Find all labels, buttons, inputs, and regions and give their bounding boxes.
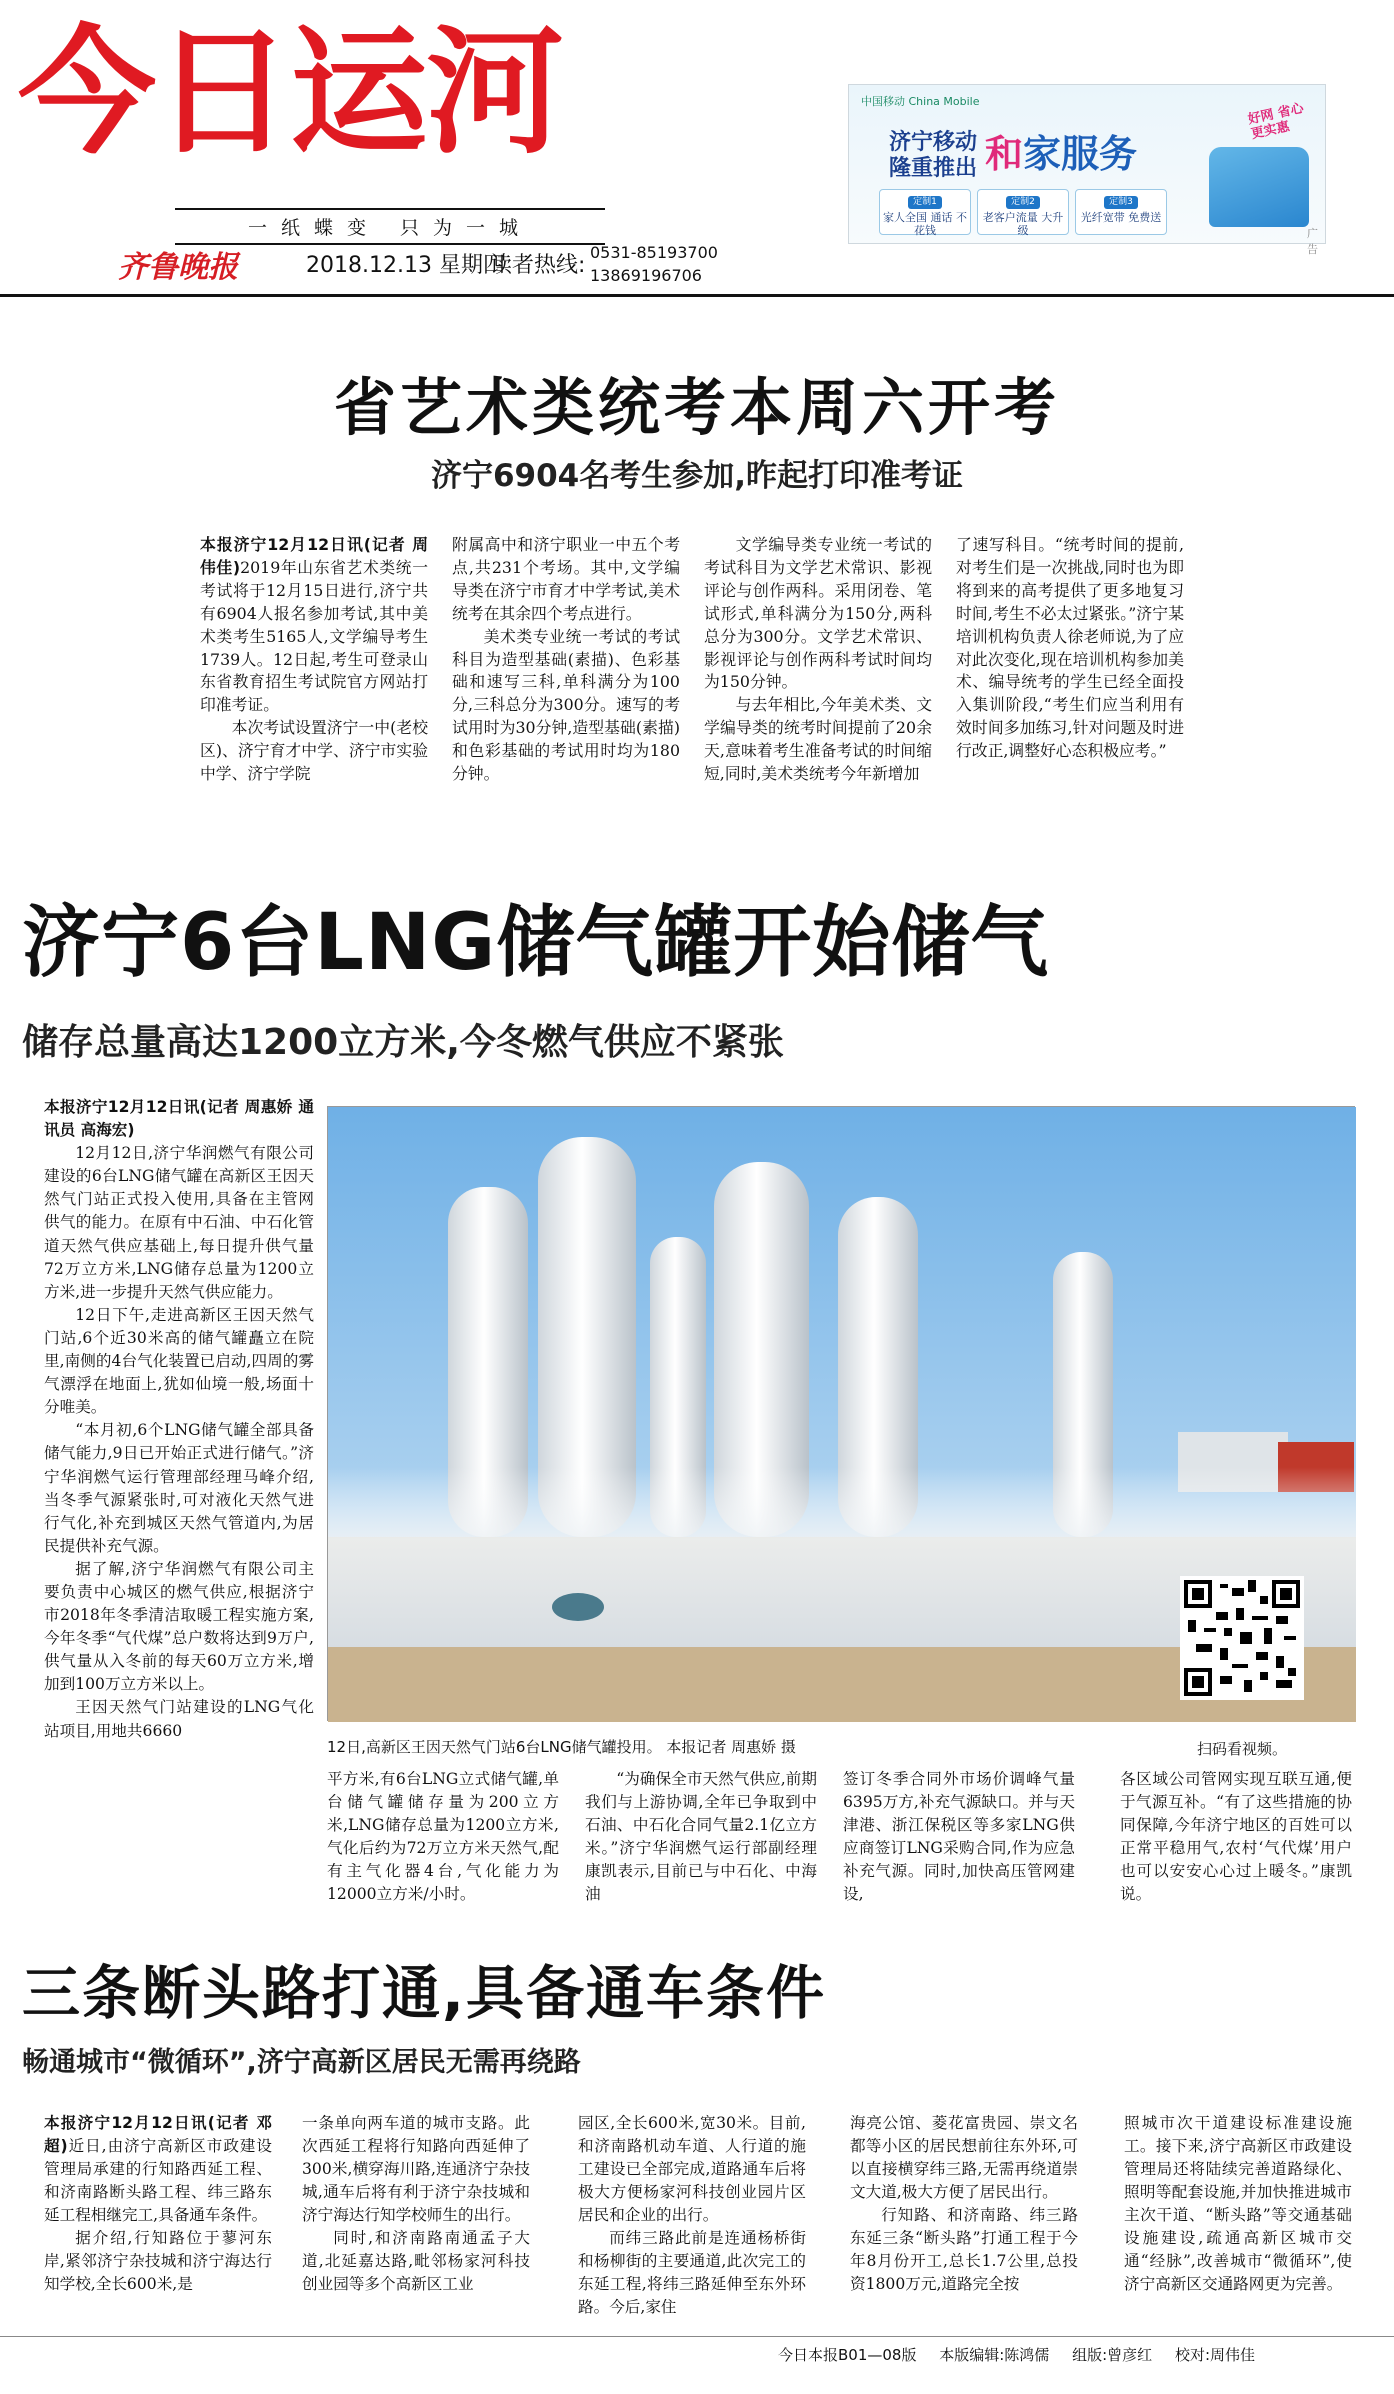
hotline-number-1: 0531-85193700	[590, 243, 718, 262]
article2-column	[843, 1768, 1075, 1948]
ad-card	[879, 189, 971, 235]
ad-brand-rest: 家服务	[1023, 132, 1138, 176]
advertisement[interactable]	[848, 84, 1326, 256]
article2-byline: 本报济宁12月12日讯(记者 周惠娇 通讯员 高海宏)	[44, 1098, 314, 1140]
article2-column	[1120, 1768, 1352, 1948]
article1-subhead: 济宁6904名考生参加,昨起打印准考证	[430, 458, 964, 494]
masthead-slogan: 一纸蝶变 只为一城	[175, 208, 605, 245]
paper-logo: 齐鲁晚报	[118, 250, 238, 285]
ad-mark: 广告	[1307, 227, 1318, 256]
article1-column	[704, 534, 932, 786]
ad-card-tag: 定制2	[1006, 196, 1040, 209]
article2-text: 各区域公司管网实现互联互通,便于气源互补。“有了这些措施的协同保障,今年济宁地区的百姓可以正常平稳用气,农村‘气代煤’用户也可以安安心心过上暖冬。”康凯说。	[1120, 1770, 1352, 1904]
article3-column	[1124, 2112, 1352, 2322]
article2-headline: 济宁6台LNG储气罐开始储气	[22, 898, 1050, 988]
article2-column	[327, 1768, 559, 1948]
article1-text: 文学编导类专业统一考试的考试科目为文学艺术常识、影视评论与创作两科。采用闭卷、笔试形式,单科满分为150分,两科总分为300分。文学艺术常识、影视评论与创作两科考试时间均为150分钟。	[704, 535, 932, 692]
article1-byline: 本报济宁12月12日讯(记者 周伟佳)	[200, 535, 428, 577]
ad-line-1: 济宁移动	[889, 130, 978, 155]
footer-proof: 校对:周伟佳	[1174, 2346, 1255, 2364]
article2-column	[585, 1768, 817, 1948]
ad-card-text: 老客户流量 大升级	[982, 211, 1064, 237]
ad-line-2: 隆重推出	[889, 156, 978, 181]
issue-date: 2018.12.13 星期四	[306, 253, 505, 278]
hotline-label: 读者热线:	[490, 253, 586, 278]
ad-card-text: 光纤宽带 免费送	[1080, 211, 1162, 224]
ad-card-tag: 定制3	[1104, 196, 1138, 209]
article2-subhead: 储存总量高达1200立方米,今冬燃气供应不紧张	[22, 1022, 784, 1063]
article1-column	[200, 534, 428, 786]
qr-label: 扫码看视频。	[1197, 1740, 1288, 1758]
ad-cards	[879, 189, 1167, 235]
ad-card-text: 家人全国 通话 不花钱	[883, 211, 967, 237]
ad-brand-he: 和	[985, 132, 1024, 176]
ad-brand	[985, 123, 1137, 178]
article1-text: 2019年山东省艺术类统一考试将于12月15日进行,济宁共有6904人报名参加考试,其中美术类考生5165人,文学编导考生1739人。12日起,考生可登录山东省教育招生考试院官方网站打印准考证。	[200, 557, 428, 715]
article2-text: 12月12日,济宁华润燃气有限公司建设的6台LNG储气罐在高新区王因天然气门站正式投入使用,具备在主管网供气的能力。在原有中石油、中石化管道天然气供应基础上,每日提升供气量72万立方米,LNG储存总量为1200立方米,进一步提升天然气供应能力。	[44, 1144, 314, 1301]
article1-column	[956, 534, 1184, 763]
footer-layout: 组版:曾彦红	[1072, 2346, 1153, 2364]
page-footer	[760, 2344, 1255, 2365]
article2-text: “本月初,6个LNG储气罐全部具备储气能力,9日已开始正式进行储气。”济宁华润燃气运行管理部经理马峰介绍,当冬季气源紧张时,可对液化天然气进行气化,补充到城区天然气管道内,为居民提供补充气源。	[44, 1421, 314, 1555]
article3-text: 海亮公馆、菱花富贵园、崇文名都等小区的居民想前往东外环,可以直接横穿纬三路,无需再绕道崇文大道,极大方便了居民出行。	[850, 2114, 1078, 2201]
article3-text: 据介绍,行知路位于蓼河东岸,紧邻济宁杂技城和济宁海达行知学校,全长600米,是	[44, 2229, 272, 2293]
gas-cylinder	[552, 1593, 604, 1621]
masthead-divider	[0, 294, 1394, 297]
article1-body	[200, 534, 1195, 854]
article3-text: 行知路、和济南路、纬三路东延三条“断头路”打通工程于今年8月份开工,总长1.7公里,总投资1800万元,道路完全按	[850, 2206, 1078, 2293]
article3-text: 照城市次干道建设标准建设施工。接下来,济宁高新区市政建设管理局还将陆续完善道路绿化、照明等配套设施,并加快推进城市主次干道、“断头路”等交通基础设施建设,疏通高新区城市交通“经脉”,改善城市“微循环”,使济宁高新区交通路网更为完善。	[1124, 2114, 1352, 2293]
house-icon	[1209, 147, 1309, 227]
ad-china-mobile-logo: 中国移动 China Mobile	[861, 95, 980, 108]
article1-text: 美术类专业统一考试的考试科目为造型基础(素描)、色彩基础和速写三科,单科满分为100分,三科总分为300分。速写的考试用时为30分钟,造型基础(素描)和色彩基础的考试用时均为180分钟。	[452, 626, 680, 784]
article2-text: “为确保全市天然气供应,前期我们与上游协调,全年已争取到中石油、中石化合同气量2.1亿立方米。”济宁华润燃气运行部副经理康凯表示,目前已与中石化、中海油	[585, 1770, 817, 1904]
qr-code[interactable]	[1180, 1576, 1304, 1700]
hotline-number-2: 13869196706	[590, 266, 702, 285]
article2-text: 12日下午,走进高新区王因天然气门站,6个近30米高的储气罐矗立在院里,南侧的4台气化装置已启动,四周的雾气漂浮在地面上,犹如仙境一般,场面十分唯美。	[44, 1305, 314, 1417]
article1-headline: 省艺术类统考本周六开考	[333, 371, 1060, 444]
article1-text: 附属高中和济宁职业一中五个考点,共231个考场。其中,文学编导类在济宁市育才中学考试,美术统考在其余四个考点进行。	[452, 535, 680, 623]
article2-text: 王因天然气门站建设的LNG气化站项目,用地共6660	[44, 1698, 314, 1740]
article2-text: 平方米,有6台LNG立式储气罐,单台储气罐储存量为200立方米,LNG储存总量为1200立方米,气化后约为72万立方米天然气,配有主气化器4台,气化能力为12000立方米/小时。	[327, 1770, 559, 1904]
masthead	[0, 0, 1394, 300]
article3-byline: 本报济宁12月12日讯(记者 邓超)	[44, 2114, 272, 2155]
article3-text: 园区,全长600米,宽30米。目前,和济南路机动车道、人行道的施工建设已全部完成,道路通车后将极大方便杨家河科技创业园片区居民和企业的出行。	[578, 2114, 806, 2224]
footer-divider	[0, 2336, 1394, 2337]
article3-text: 一条单向两车道的城市支路。此次西延工程将行知路向西延伸了300米,横穿海川路,连通济宁杂技城,通车后将有利于济宁杂技城和济宁海达行知学校师生的出行。	[302, 2114, 530, 2224]
article3-column	[850, 2112, 1078, 2322]
footer-editor: 本版编辑:陈鸿儒	[939, 2346, 1050, 2364]
article1-column	[452, 534, 680, 786]
ad-card-tag: 定制1	[908, 196, 942, 209]
article2-text: 签订冬季合同外市场价调峰气量6395万方,补充气源缺口。并与天津港、浙江保税区等多家LNG供应商签订LNG采购合同,作为应急补充气源。同时,加快高压管网建设,	[843, 1770, 1075, 1904]
ad-slogan: 好网 省心 更实惠	[1246, 101, 1306, 143]
article1-text: 与去年相比,今年美术类、文学编导类的统考时间提前了20余天,意味着考生准备考试的时间缩短,同时,美术类统考今年新增加	[704, 695, 932, 784]
article3-headline: 三条断头路打通,具备通车条件	[22, 1959, 827, 2027]
article3-subhead: 畅通城市“微循环”,济宁高新区居民无需再绕路	[22, 2047, 581, 2078]
photo-caption: 12日,高新区王因天然气门站6台LNG储气罐投用。 本报记者 周惠娇 摄	[327, 1738, 796, 1756]
article1-text: 本次考试设置济宁一中(老校区)、济宁育才中学、济宁市实验中学、济宁学院	[200, 718, 428, 784]
article3-text: 同时,和济南路南通孟子大道,北延嘉达路,毗邻杨家河科技创业园等多个高新区工业	[302, 2229, 530, 2293]
masthead-title: 今日运河	[18, 12, 563, 173]
article3-text: 近日,由济宁高新区市政建设管理局承建的行知路西延工程、和济南路断头路工程、纬三路东延工程相继完工,具备通车条件。	[44, 2137, 272, 2224]
qr-code-icon	[1184, 1580, 1300, 1696]
ad-card	[1075, 189, 1167, 235]
article3-column	[578, 2112, 806, 2322]
article2-text: 据了解,济宁华润燃气有限公司主要负责中心城区的燃气供应,根据济宁市2018年冬季清洁取暖工程实施方案,今年冬季“气代煤”总户数将达到9万户,供气量从入冬前的每天60万立方米,增加到100万立方米以上。	[44, 1559, 314, 1694]
article1-text: 了速写科目。“统考时间的提前,对考生们是一次挑战,同时也为即将到来的高考提供了更多地复习时间,考生不必太过紧张。”济宁某培训机构负责人徐老师说,为了应对此次变化,现在培训机构参加美术、编导统考的学生已经全面投入集训阶段,“考生们应当利用有效时间多加练习,针对问题及时进行改正,调整好心态积极应考。”	[956, 535, 1184, 761]
footer-edition: 今日本报B01—08版	[778, 2346, 917, 2364]
article3-column	[302, 2112, 530, 2322]
article2-left-column	[44, 1096, 314, 1743]
article3-text: 而纬三路此前是连通杨桥街和杨柳街的主要通道,此次完工的东延工程,将纬三路延伸至东外环路。今后,家住	[578, 2229, 806, 2316]
ad-card	[977, 189, 1069, 235]
article3-column	[44, 2112, 272, 2322]
